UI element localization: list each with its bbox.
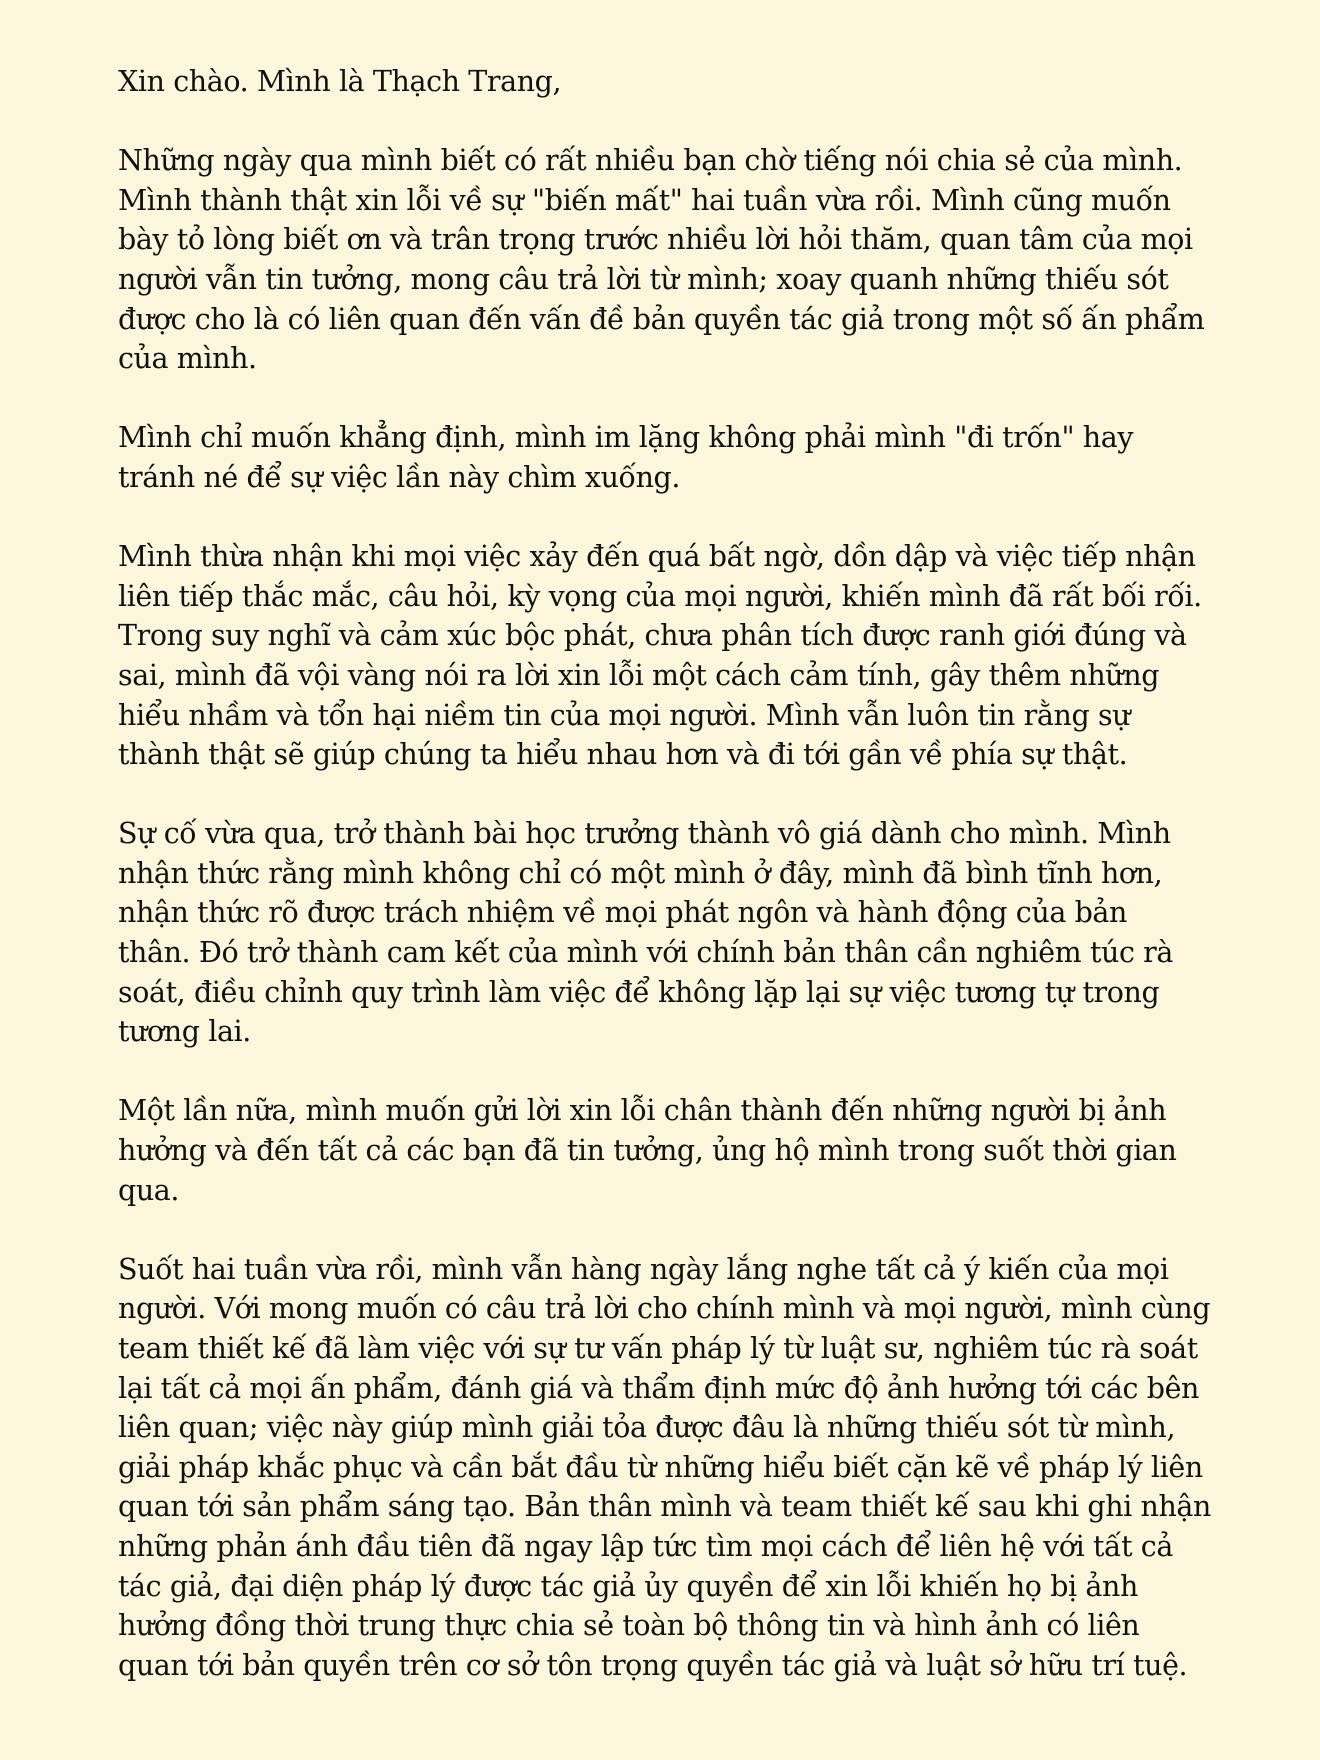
- letter-paragraph: Những ngày qua mình biết có rất nhiều bạn chờ tiếng nói chia sẻ của mình. Mình thành thật xin lỗi về sự "biến mất" hai tuần vừa rồi. Mình cũng muốn bày tỏ lòng biết ơn và trân trọng trước nhiều lời hỏi thăm, quan tâm của mọi người vẫn tin tưởng, mong câu trả lời từ mình; xoay quanh những thiếu sót được cho là có liên quan đến vấn đề bản quyền tác giả trong một số ấn phẩm của mình.: [118, 144, 1205, 376]
- letter-paragraph: Một lần nữa, mình muốn gửi lời xin lỗi chân thành đến những người bị ảnh hưởng và đến tất cả các bạn đã tin tưởng, ủng hộ mình trong suốt thời gian qua.: [118, 1094, 1177, 1207]
- letter-body: [118, 62, 1228, 1685]
- letter-paragraph: Mình chỉ muốn khẳng định, mình im lặng không phải mình "đi trốn" hay tránh né để sự việc lần này chìm xuống.: [118, 421, 1134, 494]
- letter-paragraph: Mình thừa nhận khi mọi việc xảy đến quá bất ngờ, dồn dập và việc tiếp nhận liên tiếp thắc mắc, câu hỏi, kỳ vọng của mọi người, khiến mình đã rất bối rối. Trong suy nghĩ và cảm xúc bộc phát, chưa phân tích được ranh giới đúng và sai, mình đã vội vàng nói ra lời xin lỗi một cách cảm tính, gây thêm những hiểu nhầm và tổn hại niềm tin của mọi người. Mình vẫn luôn tin rằng sự thành thật sẽ giúp chúng ta hiểu nhau hơn và đi tới gần về phía sự thật.: [118, 540, 1202, 772]
- letter-paragraph: Sự cố vừa qua, trở thành bài học trưởng thành vô giá dành cho mình. Mình nhận thức rằng mình không chỉ có một mình ở đây, mình đã bình tĩnh hơn, nhận thức rõ được trách nhiệm về mọi phát ngôn và hành động của bản thân. Đó trở thành cam kết của mình với chính bản thân cần nghiêm túc rà soát, điều chỉnh quy trình làm việc để không lặp lại sự việc tương tự trong tương lai.: [118, 817, 1173, 1049]
- letter-greeting: Xin chào. Mình là Thạch Trang,: [118, 65, 562, 98]
- letter-paragraph: Suốt hai tuần vừa rồi, mình vẫn hàng ngày lắng nghe tất cả ý kiến của mọi người. Với mong muốn có câu trả lời cho chính mình và mọi người, mình cùng team thiết kế đã làm việc với sự tư vấn pháp lý từ luật sư, nghiêm túc rà soát lại tất cả mọi ấn phẩm, đánh giá và thẩm định mức độ ảnh hưởng tới các bên liên quan; việc này giúp mình giải tỏa được đâu là những thiếu sót từ mình, giải pháp khắc phục và cần bắt đầu từ những hiểu biết cặn kẽ về pháp lý liên quan tới sản phẩm sáng tạo. Bản thân mình và team thiết kế sau khi ghi nhận những phản ánh đầu tiên đã ngay lập tức tìm mọi cách để liên hệ với tất cả tác giả, đại diện pháp lý được tác giả ủy quyền để xin lỗi khiến họ bị ảnh hưởng đồng thời trung thực chia sẻ toàn bộ thông tin và hình ảnh có liên quan tới bản quyền trên cơ sở tôn trọng quyền tác giả và luật sở hữu trí tuệ.: [118, 1252, 1211, 1682]
